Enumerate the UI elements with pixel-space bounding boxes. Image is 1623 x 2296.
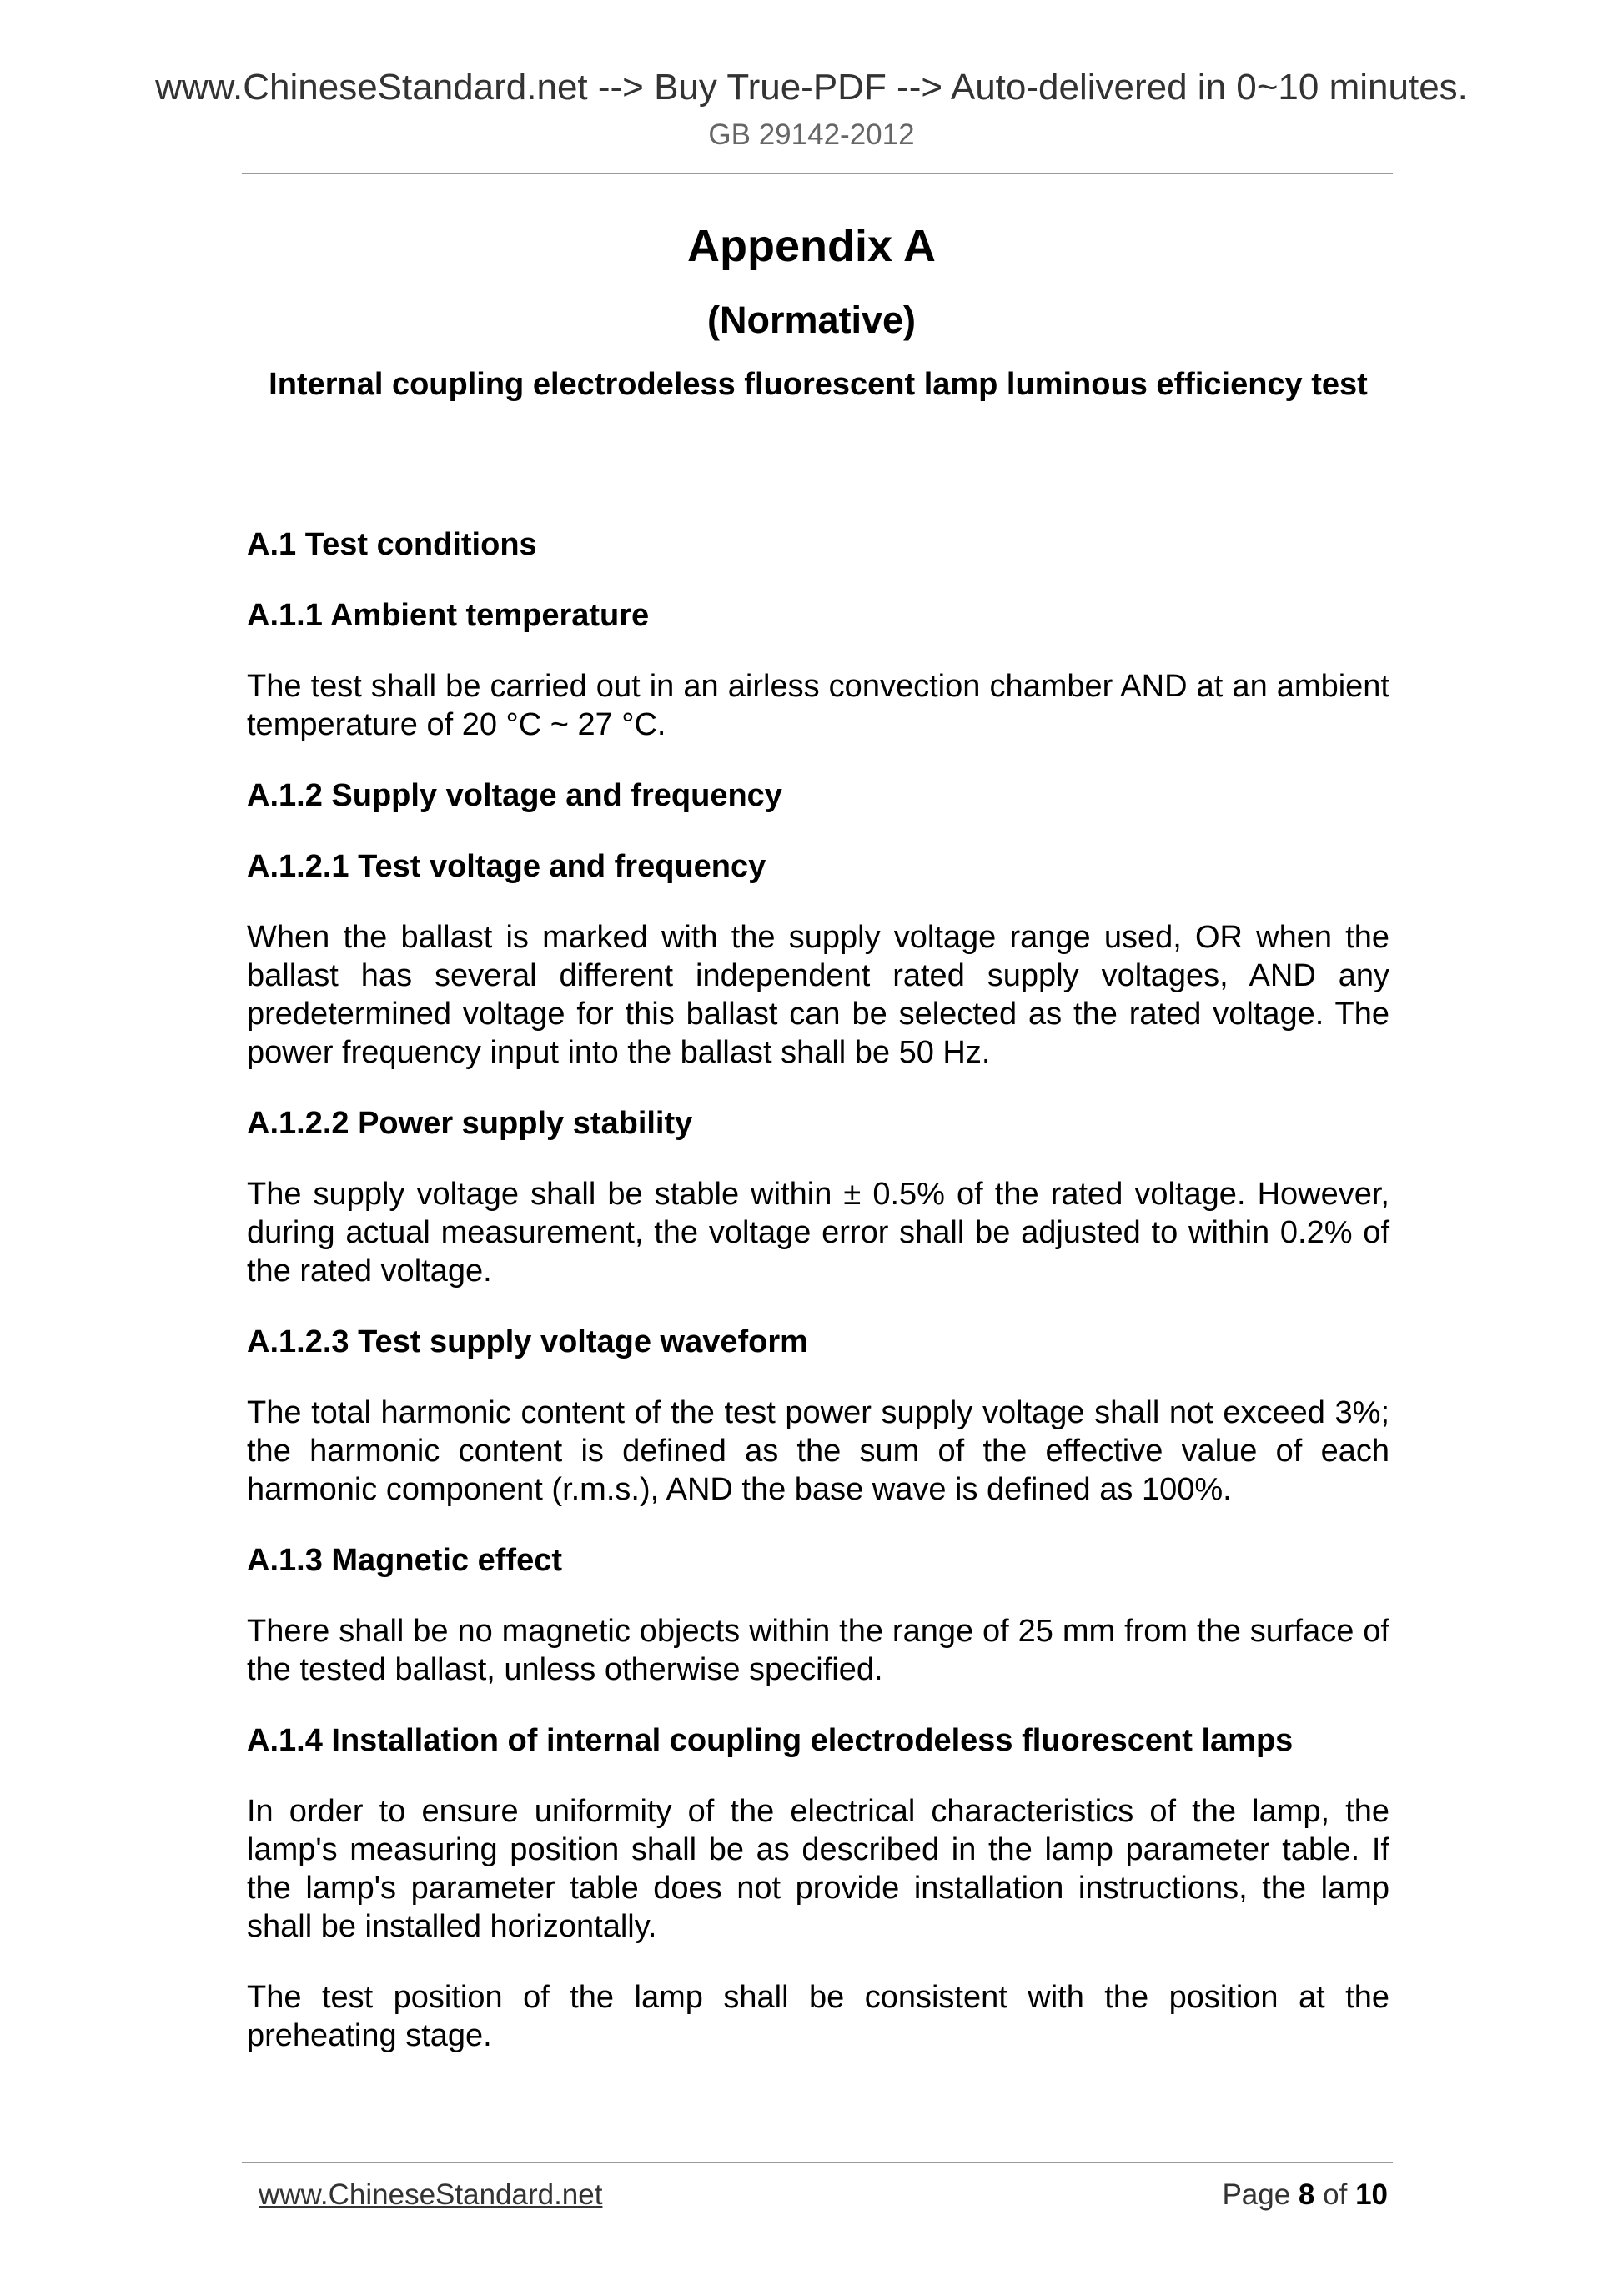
body-paragraph: There shall be no magnetic objects within the range of 25 mm from the surface of the tested ballast, unless otherwise specified.: [247, 1614, 1389, 1687]
section-heading: A.1.2 Supply voltage and frequency: [247, 778, 782, 813]
header-banner: www.ChineseStandard.net --> Buy True-PDF --> Auto-delivered in 0~10 minutes.: [155, 67, 1468, 108]
section-heading: A.1.2.1 Test voltage and frequency: [247, 849, 766, 884]
header-divider: [242, 173, 1393, 174]
section-heading: A.1.2.2 Power supply stability: [247, 1106, 693, 1141]
footer-website-link[interactable]: www.ChineseStandard.net: [259, 2178, 603, 2211]
section-heading: A.1.3 Magnetic effect: [247, 1543, 562, 1578]
body-paragraph: The supply voltage shall be stable within ± 0.5% of the rated voltage. However, during actual measurement, the voltage error shall be adjusted to within 0.2% of the rated voltage.: [247, 1177, 1389, 1289]
section-heading: A.1.4 Installation of internal coupling electrodeless fluorescent lamps: [247, 1723, 1294, 1758]
body-paragraph: The total harmonic content of the test power supply voltage shall not exceed 3%; the harmonic content is defined as the sum of the effective value of each harmonic component (r.m.s.), AND the base wave is defined as 100%.: [247, 1395, 1389, 1507]
page-total: 10: [1355, 2178, 1388, 2211]
body-paragraph: In order to ensure uniformity of the electrical characteristics of the lamp, the lamp's measuring position shall be as described in the lamp parameter table. If the lamp's parameter table does not provide installation instructions, the lamp shall be installed horizontally.: [247, 1794, 1389, 1944]
normative-label: (Normative): [706, 299, 917, 341]
standard-number: GB 29142-2012: [708, 118, 915, 151]
page-of: of: [1323, 2178, 1348, 2211]
page-indicator: [1222, 2178, 1388, 2212]
document-subtitle: Internal coupling electrodeless fluorescent lamp luminous efficiency test: [269, 367, 1368, 402]
section-heading: A.1 Test conditions: [247, 527, 537, 562]
appendix-title: Appendix A: [686, 221, 936, 271]
page-current: 8: [1298, 2178, 1315, 2211]
document-body: [247, 364, 1389, 2088]
section-heading: A.1.2.3 Test supply voltage waveform: [247, 1324, 808, 1359]
section-heading: A.1.1 Ambient temperature: [247, 598, 650, 633]
sections-container: [247, 525, 1389, 2055]
body-paragraph: When the ballast is marked with the supply voltage range used, OR when the ballast has several different independent rated supply voltages, AND any predetermined voltage for this ballast can be selected as the rated voltage. The power frequency input into the ballast shall be 50 Hz.: [247, 920, 1389, 1070]
footer-divider: [242, 2162, 1393, 2163]
body-paragraph: The test shall be carried out in an airless convection chamber AND at an ambient temperature of 20 °C ~ 27 °C.: [247, 669, 1389, 742]
body-paragraph: The test position of the lamp shall be consistent with the position at the preheating stage.: [247, 1980, 1389, 2053]
page-word: Page: [1222, 2178, 1291, 2211]
